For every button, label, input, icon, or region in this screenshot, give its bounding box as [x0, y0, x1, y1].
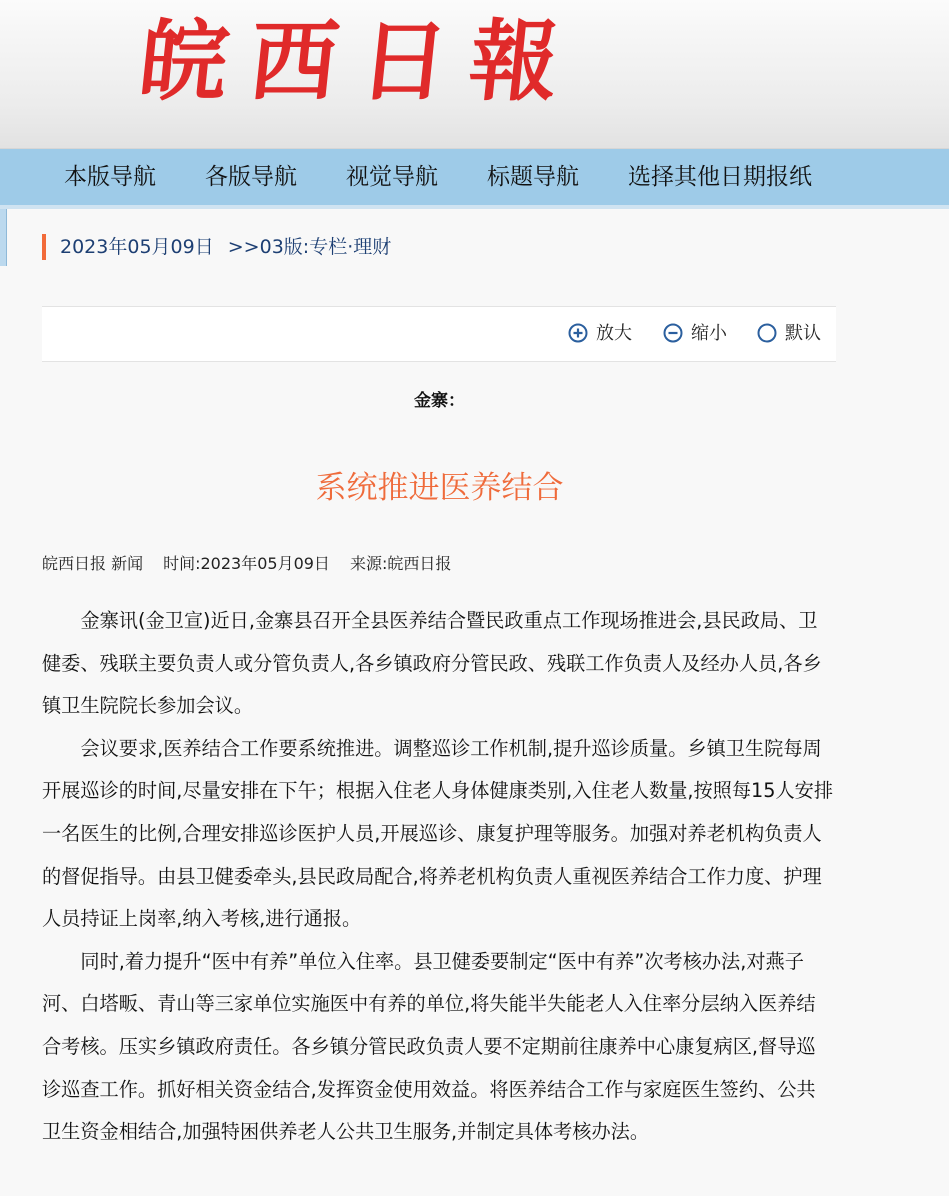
- zoom-out-button[interactable]: [663, 307, 727, 361]
- breadcrumb-separator: >>: [227, 236, 260, 258]
- breadcrumb-section[interactable]: 03版:专栏·理财: [259, 236, 392, 258]
- minus-circle-icon: [663, 323, 683, 343]
- article-title: 系统推进医养结合: [315, 470, 564, 506]
- zoom-in-button[interactable]: [568, 307, 632, 361]
- default-size-button[interactable]: [757, 307, 821, 361]
- font-size-toolbar: [42, 306, 836, 362]
- nav-titles[interactable]: 标题导航: [487, 164, 579, 190]
- article-meta: [42, 551, 471, 574]
- masthead: [0, 0, 949, 149]
- nav-visual[interactable]: 视觉导航: [346, 164, 438, 190]
- breadcrumb: [42, 234, 391, 260]
- zoom-out-label: 缩小: [691, 323, 727, 344]
- meta-origin: 来源:皖西日报: [349, 554, 452, 573]
- article-paragraph: 金寨讯(金卫宣)近日,金寨县召开全县医养结合暨民政重点工作现场推进会,县民政局、卫健委、残联主要负责人或分管负责人,各乡镇政府分管民政、残联工作负责人及经办人员,各乡镇卫生院院长参加会议。: [42, 609, 822, 718]
- article-paragraph: 会议要求,医养结合工作要系统推进。调整巡诊工作机制,提升巡诊质量。乡镇卫生院每周开展巡诊的时间,尽量安排在下午；根据入住老人身体健康类别,入住老人数量,按照每15人安排一名医生的比例,合理安排巡诊医护人员,开展巡诊、康复护理等服务。加强对养老机构负责人的督促指导。由县卫健委牵头,县民政局配合,将养老机构负责人重视医养结合工作力度、护理人员持证上岗率,纳入考核,进行通报。: [42, 736, 834, 931]
- default-size-label: 默认: [785, 323, 821, 344]
- radio-circle-icon: [757, 323, 777, 343]
- top-navigation: [0, 149, 949, 209]
- newspaper-logo: 皖西日報: [134, 9, 586, 113]
- article-body: [42, 600, 834, 1154]
- zoom-in-label: 放大: [596, 323, 632, 344]
- article-pretitle: 金寨：: [414, 391, 465, 411]
- article-paragraph: 同时,着力提升“医中有养”单位入住率。县卫健委要制定“医中有养”次考核办法,对燕子河、白塔畈、青山等三家单位实施医中有养的单位,将失能半失能老人入住率分层纳入医养结合考核。压实乡镇政府责任。各乡镇分管民政负责人要不定期前往康养中心康复病区,督导巡诊巡查工作。抓好相关资金结合,发挥资金使用效益。将医养结合工作与家庭医生签约、公共卫生资金相结合,加强特困供养老人公共卫生服务,并制定具体考核办法。: [42, 949, 816, 1144]
- plus-circle-icon: [568, 323, 588, 343]
- nav-all-pages[interactable]: 各版导航: [205, 164, 297, 190]
- breadcrumb-date[interactable]: 2023年05月09日: [60, 236, 214, 258]
- meta-time: 时间:2023年05月09日: [163, 554, 330, 573]
- nav-page-navigation[interactable]: 本版导航: [64, 164, 156, 190]
- nav-other-dates[interactable]: 选择其他日期报纸: [628, 164, 812, 190]
- meta-source-name: 皖西日报 新闻: [42, 554, 144, 573]
